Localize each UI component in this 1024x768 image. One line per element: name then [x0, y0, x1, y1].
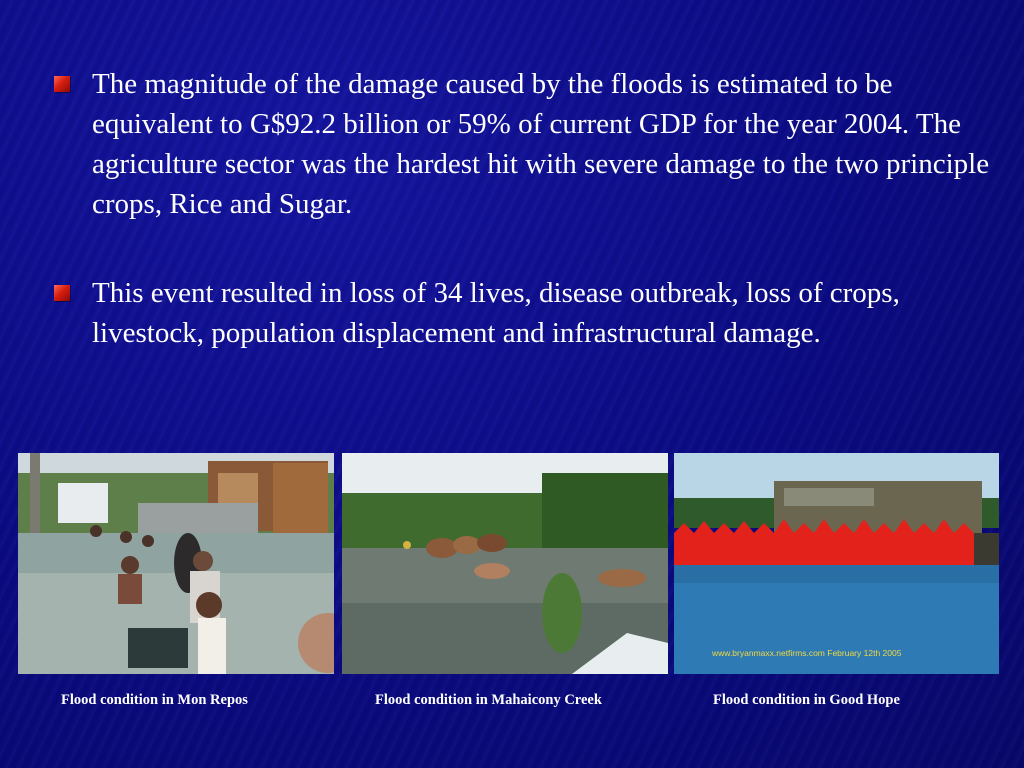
bullet-item-impact: [52, 273, 992, 353]
caption-good-hope: Flood condition in Good Hope: [713, 692, 900, 708]
photo-good-hope: [674, 453, 999, 674]
photo-mahaicony-creek: [342, 453, 668, 674]
bullet-text-damage: The magnitude of the damage caused by the floods is estimated to be equivalent to G$92.2 billion or 59% of current GDP for the year 2004. The agriculture sector was the hardest hit with severe damage to the two principle crops, Rice and Sugar.: [92, 68, 990, 220]
bullet-text-impact: This event resulted in loss of 34 lives, disease outbreak, loss of crops, livestock, population displacement and infrastructural damage.: [92, 277, 900, 349]
photo-watermark: www.bryanmaxx.netfirms.com February 12th 2005: [712, 648, 902, 658]
bullet-list: [52, 64, 992, 353]
photo-mon-repos: [18, 453, 334, 674]
bullet-item-damage: [52, 64, 992, 224]
caption-mahaicony-creek: Flood condition in Mahaicony Creek: [375, 692, 602, 708]
bullet-square-icon: [54, 76, 70, 92]
bullet-square-icon: [54, 285, 70, 301]
caption-mon-repos: Flood condition in Mon Repos: [61, 692, 248, 708]
